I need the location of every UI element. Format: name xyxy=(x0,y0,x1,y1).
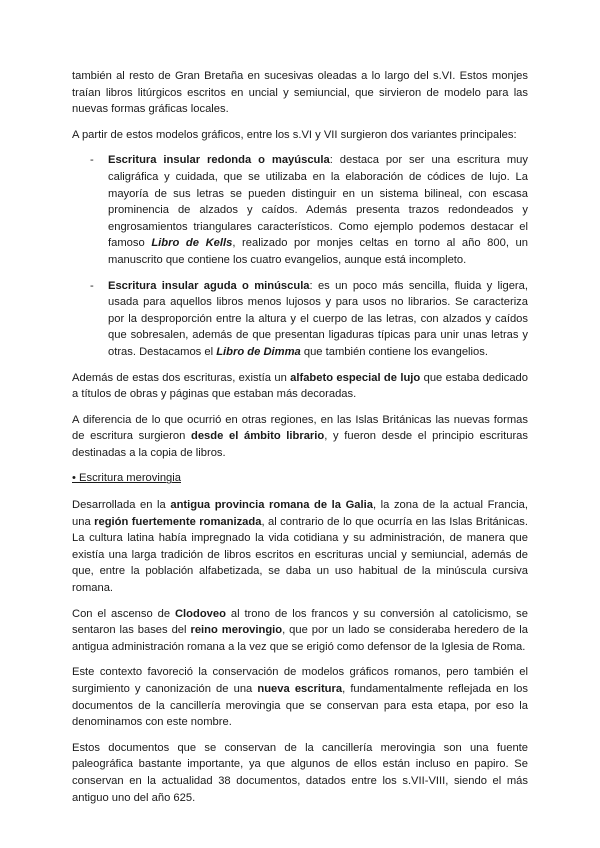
paragraph-alfabeto-lujo xyxy=(72,370,528,403)
item-text: que también contiene los evangelios. xyxy=(300,345,488,358)
text-run: al trono de los francos y su conversión al catolicismo, se sentaron las bases del xyxy=(72,607,528,637)
paragraph-ambito-librario xyxy=(72,412,528,462)
term-insular-aguda: Escritura insular aguda o minúscula xyxy=(108,279,310,292)
list-item-insular-redonda xyxy=(72,152,528,268)
dash-bullet: - xyxy=(90,154,94,167)
term-alfabeto-lujo: alfabeto especial de lujo xyxy=(290,371,421,384)
term-nueva-escritura: nueva escritura xyxy=(257,683,343,695)
term-reino-merovingio: reino merovingio xyxy=(190,624,283,637)
section-heading-merovingia: • Escritura merovingia xyxy=(72,472,181,485)
document-page xyxy=(72,68,528,815)
book-title-dimma: Libro de Dimma xyxy=(216,345,301,358)
paragraph-clodoveo xyxy=(72,606,528,656)
text-run: A diferencia de lo que ocurrió en otras regiones, en las Islas Británicas las nuevas formas de escritura surgieron xyxy=(72,413,528,443)
variants-list xyxy=(72,152,528,360)
paragraph-variants-intro: A partir de estos modelos gráficos, entre los s.VI y VII surgieron dos variantes principales: xyxy=(72,128,517,141)
text-run: , y fueron desde el principio escrituras destinadas a la copia de libros. xyxy=(72,430,528,459)
item-text: : destaca por ser una escritura muy caligráfica y cuidada, que se utilizaba en la elaboración de códices de lujo. La mayoría de sus letras se pueden distinguir en un sistema bilineal, con escasa prominencia de alzados y caídos. Además presenta trazos redondeados y engrosamientos triangulares característicos. Como ejemplo podemos destacar el famoso xyxy=(108,154,529,250)
text-run: que estaba dedicado a títulos de obras y páginas que estaban más decoradas. xyxy=(72,371,528,401)
term-ambito-librario: desde el ámbito librario xyxy=(190,430,325,443)
term-region-romanizada: región fuertemente romanizada xyxy=(94,515,262,528)
term-provincia-galia: antigua provincia romana de la Galia xyxy=(170,499,373,512)
text-run: , la zona de la actual Francia, una xyxy=(72,499,528,528)
paragraph-nueva-escritura xyxy=(72,664,528,730)
item-text: : es un poco más sencilla, fluida y ligera, usada para aquellos libros menos lujosos y para usos no librarios. Se caracteriza por la desproporción entre la altura y el cuerpo de las letras, con alzados y caídos que sobresalen, además de que presentan ligaduras típicas para unir unas letras y otras. Destacamos el xyxy=(108,279,528,358)
text-run: , al contrario de lo que ocurría en las Islas Británicas. La cultura latina había impregnado la vida cotidiana y su administración, de manera que existía una larga tradición de libros escritos en escrituras uncial y semiuncial, además de que, entre la población alfabetizada, se daba un uso habitual de la minúscula cursiva romana. xyxy=(72,515,529,595)
text-run: Con el ascenso de xyxy=(72,607,175,620)
text-run: , que por un lado se consideraba heredero de la antigua administración romana a la vez que se erigió como defensor de la Iglesia de Roma. xyxy=(72,624,529,653)
paragraph-galia xyxy=(72,497,528,597)
paragraph-documentos: Estos documentos que se conservan de la cancillería merovingia son una fuente paleográfica bastante importante, ya que algunos de ellos están incluso en papiro. Se conservan en la actualidad 38 documentos, datados entre los s.VII-VIII, siendo el más antiguo uno del año 625. xyxy=(72,741,528,804)
text-run: Además de estas dos escrituras, existía un xyxy=(72,371,291,384)
text-run: Este contexto favoreció la conservación de modelos gráficos romanos, pero también el surgimiento y canonización de una xyxy=(72,666,528,695)
dash-bullet: - xyxy=(90,279,94,292)
text-run: , fundamentalmente reflejada en los documentos de la cancillería merovingia que se conservan para esta etapa, por eso la denominamos con este nombre. xyxy=(72,683,528,729)
text-run: Desarrollada en la xyxy=(72,499,171,512)
book-title-kells: Libro de Kells xyxy=(151,237,233,250)
term-insular-redonda: Escritura insular redonda o mayúscula xyxy=(108,154,330,167)
paragraph-intro-continuation: también al resto de Gran Bretaña en sucesivas oleadas a lo largo del s.VI. Estos monjes traían libros litúrgicos escritos en uncial y semiuncial, que sirvieron de modelo para las nuevas formas gráficas locales. xyxy=(72,70,528,116)
list-item-insular-aguda xyxy=(72,278,528,361)
item-text: , realizado por monjes celtas en torno al año 800, un manuscrito que contiene los cuatro evangelios, aunque está incompleto. xyxy=(108,237,528,266)
term-clodoveo: Clodoveo xyxy=(174,607,226,620)
